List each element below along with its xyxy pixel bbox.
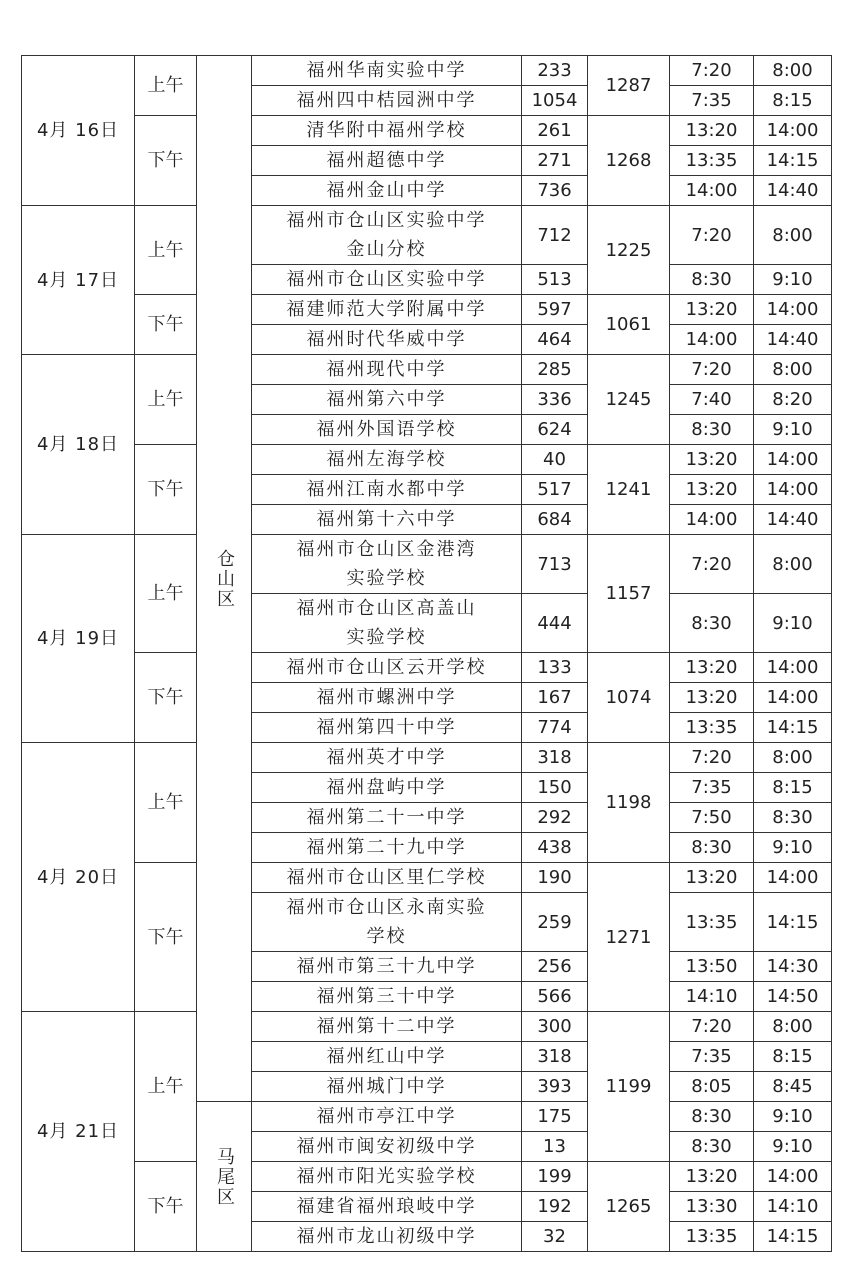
start-time: 8:30 [670,1102,754,1132]
start-time: 8:05 [670,1072,754,1102]
end-time: 8:15 [754,86,832,116]
session-cell: 上午 [135,1012,197,1162]
end-time: 8:15 [754,773,832,803]
school-name: 清华附中福州学校 [252,116,522,146]
start-time: 13:20 [670,445,754,475]
end-time: 8:00 [754,355,832,385]
session-cell: 下午 [135,1162,197,1252]
end-time: 14:10 [754,1192,832,1222]
start-time: 8:30 [670,833,754,863]
session-cell: 上午 [135,535,197,653]
session-cell: 上午 [135,56,197,116]
school-name: 福州超德中学 [252,146,522,176]
end-time: 14:40 [754,505,832,535]
start-time: 8:30 [670,415,754,445]
session-total: 1241 [588,445,670,535]
session-cell: 上午 [135,206,197,295]
start-time: 8:30 [670,594,754,653]
end-time: 8:20 [754,385,832,415]
student-count: 438 [522,833,588,863]
start-time: 7:35 [670,1042,754,1072]
student-count: 190 [522,863,588,893]
table-row [22,743,832,773]
end-time: 8:30 [754,803,832,833]
start-time: 7:50 [670,803,754,833]
school-name: 福建省福州琅岐中学 [252,1192,522,1222]
session-cell: 下午 [135,863,197,1012]
end-time: 14:30 [754,952,832,982]
student-count: 133 [522,653,588,683]
table-row [22,116,832,146]
school-name: 福州市龙山初级中学 [252,1222,522,1252]
start-time: 13:20 [670,653,754,683]
student-count: 40 [522,445,588,475]
school-name: 福州第二十一中学 [252,803,522,833]
student-count: 444 [522,594,588,653]
start-time: 7:20 [670,56,754,86]
school-name: 福州市仓山区金港湾 实验学校 [252,535,522,594]
school-name: 福州市仓山区实验中学 金山分校 [252,206,522,265]
student-count: 566 [522,982,588,1012]
student-count: 271 [522,146,588,176]
table-row [22,863,832,893]
student-count: 13 [522,1132,588,1162]
start-time: 8:30 [670,265,754,295]
end-time: 8:15 [754,1042,832,1072]
student-count: 318 [522,1042,588,1072]
start-time: 14:10 [670,982,754,1012]
school-name: 福州第三十中学 [252,982,522,1012]
end-time: 14:15 [754,146,832,176]
school-name: 福州第四十中学 [252,713,522,743]
school-name: 福州市仓山区高盖山 实验学校 [252,594,522,653]
school-name: 福州金山中学 [252,176,522,206]
student-count: 517 [522,475,588,505]
end-time: 14:40 [754,325,832,355]
student-count: 199 [522,1162,588,1192]
student-count: 597 [522,295,588,325]
session-cell: 上午 [135,743,197,863]
school-name: 福州英才中学 [252,743,522,773]
start-time: 14:00 [670,176,754,206]
school-name: 福州市仓山区云开学校 [252,653,522,683]
end-time: 14:00 [754,683,832,713]
student-count: 1054 [522,86,588,116]
table-row [22,355,832,385]
end-time: 14:00 [754,295,832,325]
school-name: 福州江南水都中学 [252,475,522,505]
end-time: 14:00 [754,116,832,146]
end-time: 9:10 [754,265,832,295]
end-time: 14:00 [754,445,832,475]
session-total: 1199 [588,1012,670,1162]
student-count: 285 [522,355,588,385]
start-time: 7:35 [670,773,754,803]
table-row [22,445,832,475]
session-cell: 下午 [135,653,197,743]
start-time: 13:20 [670,475,754,505]
student-count: 292 [522,803,588,833]
start-time: 7:20 [670,1012,754,1042]
end-time: 8:00 [754,56,832,86]
start-time: 7:20 [670,535,754,594]
end-time: 9:10 [754,594,832,653]
student-count: 150 [522,773,588,803]
start-time: 13:35 [670,1222,754,1252]
end-time: 8:00 [754,743,832,773]
session-cell: 下午 [135,445,197,535]
school-name: 福州现代中学 [252,355,522,385]
start-time: 13:30 [670,1192,754,1222]
end-time: 14:15 [754,893,832,952]
table-row [22,1162,832,1192]
date-cell: 4月 21日 [22,1012,135,1252]
table-row [22,1012,832,1042]
date-cell: 4月 16日 [22,56,135,206]
end-time: 14:15 [754,1222,832,1252]
end-time: 9:10 [754,415,832,445]
school-name: 福州盘屿中学 [252,773,522,803]
session-total: 1265 [588,1162,670,1252]
school-name: 福州第十二中学 [252,1012,522,1042]
session-total: 1271 [588,863,670,1012]
student-count: 300 [522,1012,588,1042]
student-count: 712 [522,206,588,265]
student-count: 167 [522,683,588,713]
session-total: 1074 [588,653,670,743]
district-cell: 马尾区 [197,1102,252,1252]
start-time: 7:40 [670,385,754,415]
end-time: 14:00 [754,863,832,893]
student-count: 318 [522,743,588,773]
start-time: 13:20 [670,295,754,325]
start-time: 13:20 [670,1162,754,1192]
start-time: 7:20 [670,206,754,265]
student-count: 192 [522,1192,588,1222]
student-count: 513 [522,265,588,295]
session-total: 1157 [588,535,670,653]
student-count: 464 [522,325,588,355]
student-count: 624 [522,415,588,445]
end-time: 8:45 [754,1072,832,1102]
start-time: 14:00 [670,325,754,355]
session-cell: 下午 [135,116,197,206]
student-count: 774 [522,713,588,743]
date-cell: 4月 17日 [22,206,135,355]
date-cell: 4月 19日 [22,535,135,743]
start-time: 7:20 [670,355,754,385]
end-time: 8:00 [754,206,832,265]
student-count: 713 [522,535,588,594]
end-time: 9:10 [754,833,832,863]
end-time: 8:00 [754,1012,832,1042]
start-time: 13:35 [670,713,754,743]
session-total: 1268 [588,116,670,206]
table-row [22,535,832,594]
session-total: 1061 [588,295,670,355]
school-name: 福州市第三十九中学 [252,952,522,982]
school-name: 福州市仓山区里仁学校 [252,863,522,893]
session-total: 1198 [588,743,670,863]
school-name: 福州外国语学校 [252,415,522,445]
end-time: 9:10 [754,1132,832,1162]
table-row [22,206,832,265]
school-name: 福州市亭江中学 [252,1102,522,1132]
start-time: 13:20 [670,683,754,713]
date-cell: 4月 20日 [22,743,135,1012]
session-total: 1225 [588,206,670,295]
student-count: 259 [522,893,588,952]
end-time: 8:00 [754,535,832,594]
school-name: 福州红山中学 [252,1042,522,1072]
school-name: 福州城门中学 [252,1072,522,1102]
district-cell: 仓山区 [197,56,252,1102]
student-count: 393 [522,1072,588,1102]
student-count: 32 [522,1222,588,1252]
student-count: 261 [522,116,588,146]
end-time: 14:00 [754,475,832,505]
session-cell: 下午 [135,295,197,355]
end-time: 14:40 [754,176,832,206]
school-name: 福州市螺洲中学 [252,683,522,713]
student-count: 336 [522,385,588,415]
student-count: 175 [522,1102,588,1132]
session-total: 1245 [588,355,670,445]
start-time: 8:30 [670,1132,754,1162]
school-name: 福州市仓山区实验中学 [252,265,522,295]
school-name: 福建师范大学附属中学 [252,295,522,325]
end-time: 14:15 [754,713,832,743]
school-name: 福州时代华威中学 [252,325,522,355]
start-time: 7:20 [670,743,754,773]
start-time: 7:35 [670,86,754,116]
school-name: 福州左海学校 [252,445,522,475]
start-time: 13:20 [670,116,754,146]
school-name: 福州华南实验中学 [252,56,522,86]
student-count: 233 [522,56,588,86]
start-time: 13:35 [670,893,754,952]
table-row [22,56,832,86]
session-total: 1287 [588,56,670,116]
school-name: 福州第六中学 [252,385,522,415]
table-row [22,295,832,325]
student-count: 736 [522,176,588,206]
start-time: 13:35 [670,146,754,176]
start-time: 14:00 [670,505,754,535]
schedule-table [21,55,832,1252]
end-time: 9:10 [754,1102,832,1132]
end-time: 14:00 [754,653,832,683]
table-row [22,653,832,683]
school-name: 福州市仓山区永南实验 学校 [252,893,522,952]
school-name: 福州市闽安初级中学 [252,1132,522,1162]
school-name: 福州第十六中学 [252,505,522,535]
student-count: 684 [522,505,588,535]
start-time: 13:50 [670,952,754,982]
student-count: 256 [522,952,588,982]
school-name: 福州市阳光实验学校 [252,1162,522,1192]
end-time: 14:00 [754,1162,832,1192]
school-name: 福州第二十九中学 [252,833,522,863]
start-time: 13:20 [670,863,754,893]
end-time: 14:50 [754,982,832,1012]
school-name: 福州四中桔园洲中学 [252,86,522,116]
session-cell: 上午 [135,355,197,445]
date-cell: 4月 18日 [22,355,135,535]
